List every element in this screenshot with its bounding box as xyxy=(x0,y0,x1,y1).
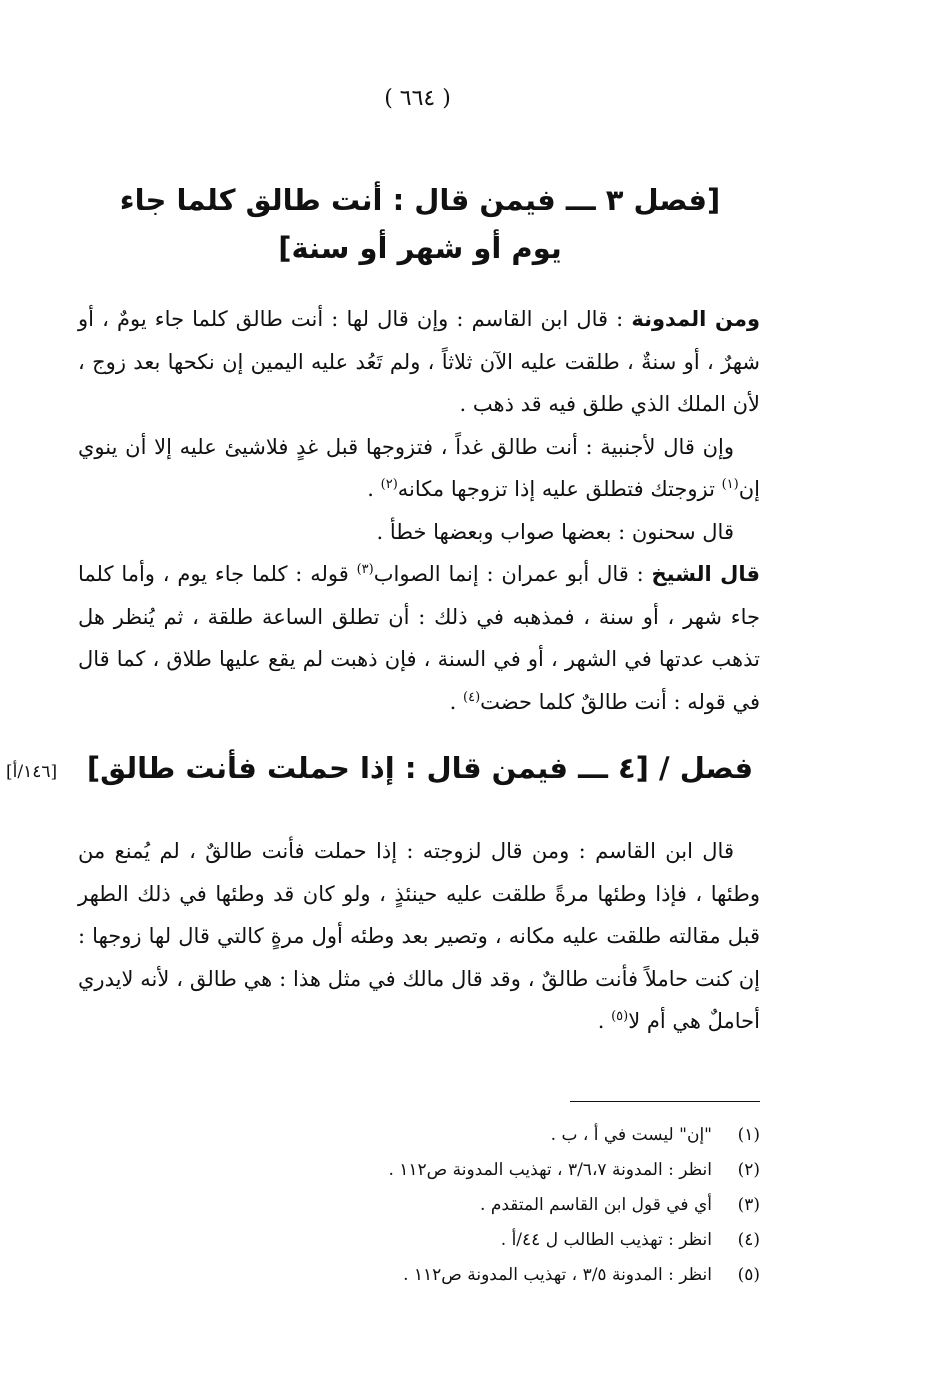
footnote-ref: (٤) xyxy=(463,689,481,705)
footnote-text: انظر : المدونة ٣/٦،٧ ، تهذيب المدونة ص١١٢ . xyxy=(388,1160,712,1180)
paragraph xyxy=(78,553,760,723)
paragraph-text: تزوجتك فتطلق عليه إذا تزوجها مكانه xyxy=(397,477,722,501)
section-2-heading-line: فصل / [٤ ـــ فيمن قال : إذا حملت فأنت طالق] xyxy=(86,751,754,785)
paragraph-text: قال سحنون : بعضها صواب وبعضها خطأ . xyxy=(376,519,734,544)
footnote-ref: (٢) xyxy=(380,477,398,492)
section-2-body xyxy=(78,830,760,1043)
paragraph xyxy=(78,830,760,1043)
footnote-item xyxy=(180,1118,760,1153)
footnotes-list xyxy=(180,1118,760,1293)
section-1-heading xyxy=(70,176,770,272)
paragraph-text: قوله : كلما جاء يوم ، وأما كلما جاء شهر ، أو سنة ، فمذهبه في ذلك : أن تطلق الساعة طلقة ، ثم يُنظر هل تذهب عدتها في الشهر ، أو في السنة ، فإن ذهبت لم يقع عليها طلاق ، كما قال في قوله : أنت طالقٌ كلما حضت xyxy=(78,562,760,714)
footnote-item xyxy=(180,1188,760,1223)
footnote-text: انظر : تهذيب الطالب ل ٤٤/أ . xyxy=(500,1230,712,1250)
footnote-number: (١) xyxy=(737,1125,760,1145)
footnote-text: "إن" ليست في أ ، ب . xyxy=(550,1125,712,1145)
footnote-number: (٥) xyxy=(737,1265,760,1285)
paragraph-text: . xyxy=(367,477,381,501)
margin-folio-note: [١٤٦/أ] xyxy=(6,762,58,782)
footnote-ref: (٥) xyxy=(611,1009,629,1024)
footnote-ref: (٣) xyxy=(356,562,374,577)
paragraph-text: قال ابن القاسم : ومن قال لزوجته : إذا حملت فأنت طالقٌ ، لم يُمنع من وطئها ، فإذا وطئها مرةً طلقت عليه حينئذٍ ، ولو كان قد وطئها في ذلك الطهر قبل مقالته طلقت عليه مكانه ، وتصير بعد وطئه أول مرةٍ كالتي قال لها زوجها : إن كنت حاملاً فأنت طالقٌ ، وقد قال مالك في مثل هذا : هي طالق ، لأنه لايدري أحاملٌ هي أم لا xyxy=(78,839,760,1033)
footnote-ref: (١) xyxy=(721,477,739,492)
page-number: ( ٦٦٤ ) xyxy=(384,86,451,111)
footnote-item xyxy=(180,1223,760,1258)
footnote-divider xyxy=(570,1101,760,1102)
section-1-heading-line-2: يوم أو شهر أو سنة] xyxy=(278,231,562,265)
footnote-text: انظر : المدونة ٣/٥ ، تهذيب المدونة ص١١٢ . xyxy=(403,1265,712,1285)
section-1-heading-line-1: [فصل ٣ ـــ فيمن قال : أنت طالق كلما جاء xyxy=(119,183,721,217)
paragraph-lead: ومن المدونة xyxy=(631,307,760,331)
paragraph xyxy=(78,426,760,511)
paragraph-text: : قال أبو عمران : إنما الصواب xyxy=(373,562,652,586)
paragraph xyxy=(78,511,760,554)
footnote-item xyxy=(180,1153,760,1188)
paragraph-text: . xyxy=(597,1009,612,1033)
footnote-number: (٤) xyxy=(737,1230,760,1250)
section-1-body xyxy=(78,298,760,723)
footnote-number: (٣) xyxy=(737,1195,760,1215)
paragraph xyxy=(78,298,760,426)
footnote-item xyxy=(180,1258,760,1293)
footnote-number: (٢) xyxy=(737,1160,760,1180)
paragraph-text: وإن قال لأجنبية : أنت طالق غداً ، فتزوجها قبل غدٍ فلاشيئ عليه إلا أن ينوي إن xyxy=(78,434,760,501)
footnote-text: أي في قول ابن القاسم المتقدم . xyxy=(480,1195,712,1215)
section-2-heading xyxy=(70,744,770,792)
paragraph-text: . xyxy=(449,689,464,714)
paragraph-text: : قال ابن القاسم : وإن قال لها : أنت طالق كلما جاء يومٌ ، أو شهرٌ ، أو سنةٌ ، طلقت عليه الآن ثلاثاً ، ولم تَعُد عليه اليمين إن نكحها بعد زوج ، لأن الملك الذي طلق فيه قد ذهب . xyxy=(78,307,760,416)
paragraph-lead: قال الشيخ xyxy=(651,562,760,586)
